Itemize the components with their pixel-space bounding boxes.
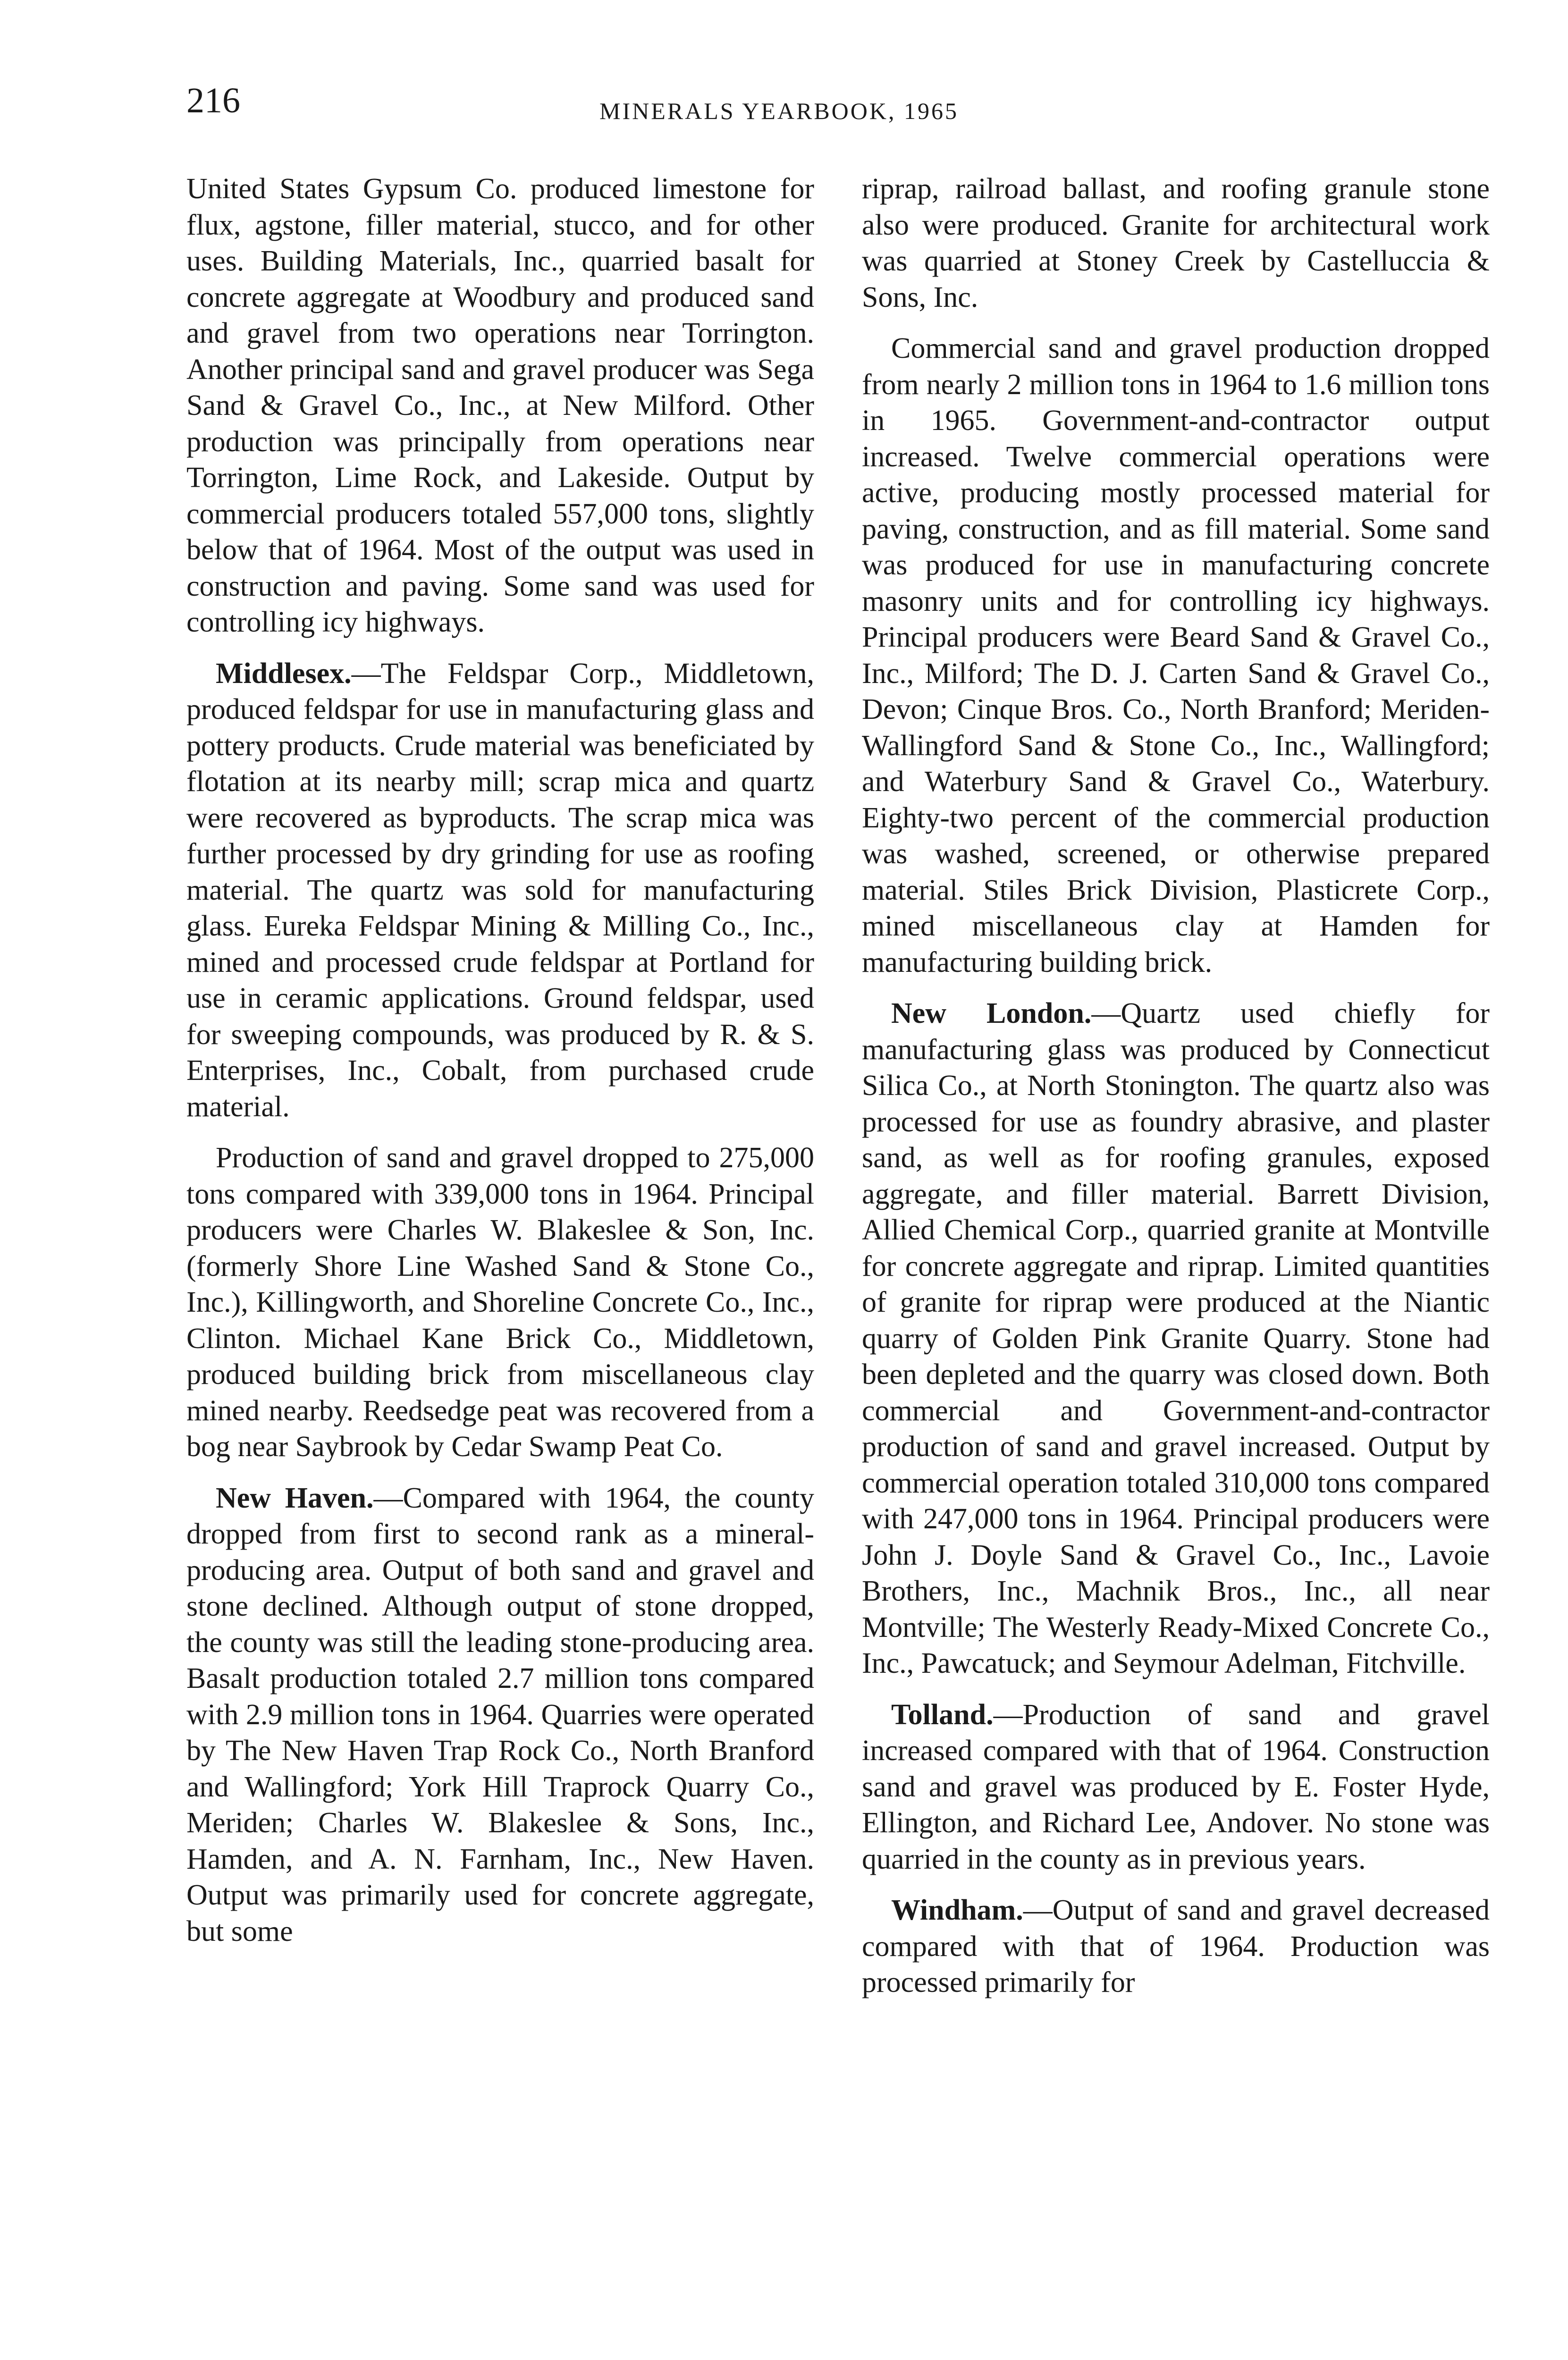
running-head: MINERALS YEARBOOK, 1965 (599, 98, 959, 124)
paragraph-text: —Production of sand and gravel increased compared with that of 1964. Construction sand and gravel was produced by E. Foster Hyde, Ellington, and Richard Lee, Andover. No stone was quarried in the county as in previous years. (862, 1698, 1490, 1875)
page-number: 216 (186, 81, 240, 120)
section-lead: Middlesex. (216, 657, 352, 690)
left-column (186, 171, 814, 1964)
paragraph-text: —Compared with 1964, the county dropped from first to second rank as a mineral-producing area. Output of both sand and gravel and stone declined. Although output of stone dropped, the county was still the leading stone-producing area. Basalt production totaled 2.7 million tons compared with 2.9 million tons in 1964. Quarries were operated by The New Haven Trap Rock Co., North Branford and Wallingford; York Hill Traprock Quarry Co., Meriden; Charles W. Blakeslee & Sons, Inc., Hamden, and A. N. Farnham, Inc., New Haven. Output was primarily used for concrete aggregate, but some (186, 1482, 814, 1947)
paragraph-text: riprap, railroad ballast, and roofing granule stone also were produced. Granite for architectural work was quarried at Stoney Creek by Castelluccia & Sons, Inc. (862, 173, 1490, 313)
paragraph-text: United States Gypsum Co. produced limestone for flux, agstone, filler material, stucco, and for other uses. Building Materials, Inc., quarried basalt for concrete aggregate at Woodbury and produced sand and gravel from two operations near Torrington. Another principal sand and gravel producer was Sega Sand & Gravel Co., Inc., at New Milford. Other production was principally from operations near Torrington, Lime Rock, and Lakeside. Output by commercial producers totaled 557,000 tons, slightly below that of 1964. Most of the output was used in construction and paving. Some sand was used for controlling icy highways. (186, 173, 814, 638)
paragraph (186, 1480, 814, 1950)
paragraph-text: Production of sand and gravel dropped to 275,000 tons compared with 339,000 tons in 1964. Principal producers were Charles W. Blakeslee & Son, Inc. (formerly Shore Line Washed Sand & Stone Co., Inc.), Killingworth, and Shoreline Concrete Co., Inc., Clinton. Michael Kane Brick Co., Middletown, produced building brick from miscellaneous clay mined nearby. Reedsedge peat was recovered from a bog near Saybrook by Cedar Swamp Peat Co. (186, 1142, 814, 1463)
paragraph (862, 330, 1490, 980)
paragraph (862, 1697, 1490, 1878)
right-column (862, 171, 1490, 2016)
paragraph (186, 1140, 814, 1465)
paragraph (186, 656, 814, 1125)
paragraph (862, 171, 1490, 315)
paragraph-text: —Output of sand and gravel decreased compared with that of 1964. Production was processed primarily for (862, 1894, 1490, 1998)
section-lead: New London. (891, 997, 1092, 1029)
paragraph (862, 995, 1490, 1682)
section-lead: Windham. (891, 1894, 1023, 1926)
paragraph (862, 1892, 1490, 2001)
paragraph-text: —The Feldspar Corp., Middletown, produced feldspar for use in manufacturing glass and pottery products. Crude material was beneficiated by flotation at its nearby mill; scrap mica and quartz were recovered as byproducts. The scrap mica was further processed by dry grinding for use as roofing material. The quartz was sold for manufacturing glass. Eureka Feldspar Mining & Milling Co., Inc., mined and processed crude feldspar at Portland for use in ceramic applications. Ground feldspar, used for sweeping compounds, was produced by R. & S. Enterprises, Inc., Cobalt, from purchased crude material. (186, 657, 814, 1123)
section-lead: Tolland. (891, 1698, 994, 1731)
section-lead: New Haven. (216, 1482, 374, 1514)
paragraph (186, 171, 814, 641)
paragraph-text: —Quartz used chiefly for manufacturing glass was produced by Connecticut Silica Co., at North Stonington. The quartz also was processed for use as foundry abrasive, and plaster sand, as well as for roofing granules, exposed aggregate, and filler material. Barrett Division, Allied Chemical Corp., quarried granite at Montville for concrete aggregate and riprap. Limited quantities of granite for riprap were produced at the Niantic quarry of Golden Pink Granite Quarry. Stone had been depleted and the quarry was closed down. Both commercial and Government-and-contractor production of sand and gravel increased. Output by commercial operation totaled 310,000 tons compared with 247,000 tons in 1964. Principal producers were John J. Doyle Sand & Gravel Co., Inc., Lavoie Brothers, Inc., Machnik Bros., Inc., all near Montville; The Westerly Ready-Mixed Concrete Co., Inc., Pawcatuck; and Seymour Adelman, Fitchville. (862, 997, 1490, 1679)
paragraph-text: Commercial sand and gravel production dropped from nearly 2 million tons in 1964 to 1.6 million tons in 1965. Government-and-contractor output increased. Twelve commercial operations were active, producing mostly processed material for paving, construction, and as fill material. Some sand was produced for use in manufacturing concrete masonry units and for controlling icy highways. Principal producers were Beard Sand & Gravel Co., Inc., Milford; The D. J. Carten Sand & Gravel Co., Devon; Cinque Bros. Co., North Branford; Meriden-Wallingford Sand & Stone Co., Inc., Wallingford; and Waterbury Sand & Gravel Co., Waterbury. Eighty-two percent of the commercial production was washed, screened, or otherwise prepared material. Stiles Brick Division, Plasticrete Corp., mined miscellaneous clay at Hamden for manufacturing building brick. (862, 332, 1490, 978)
